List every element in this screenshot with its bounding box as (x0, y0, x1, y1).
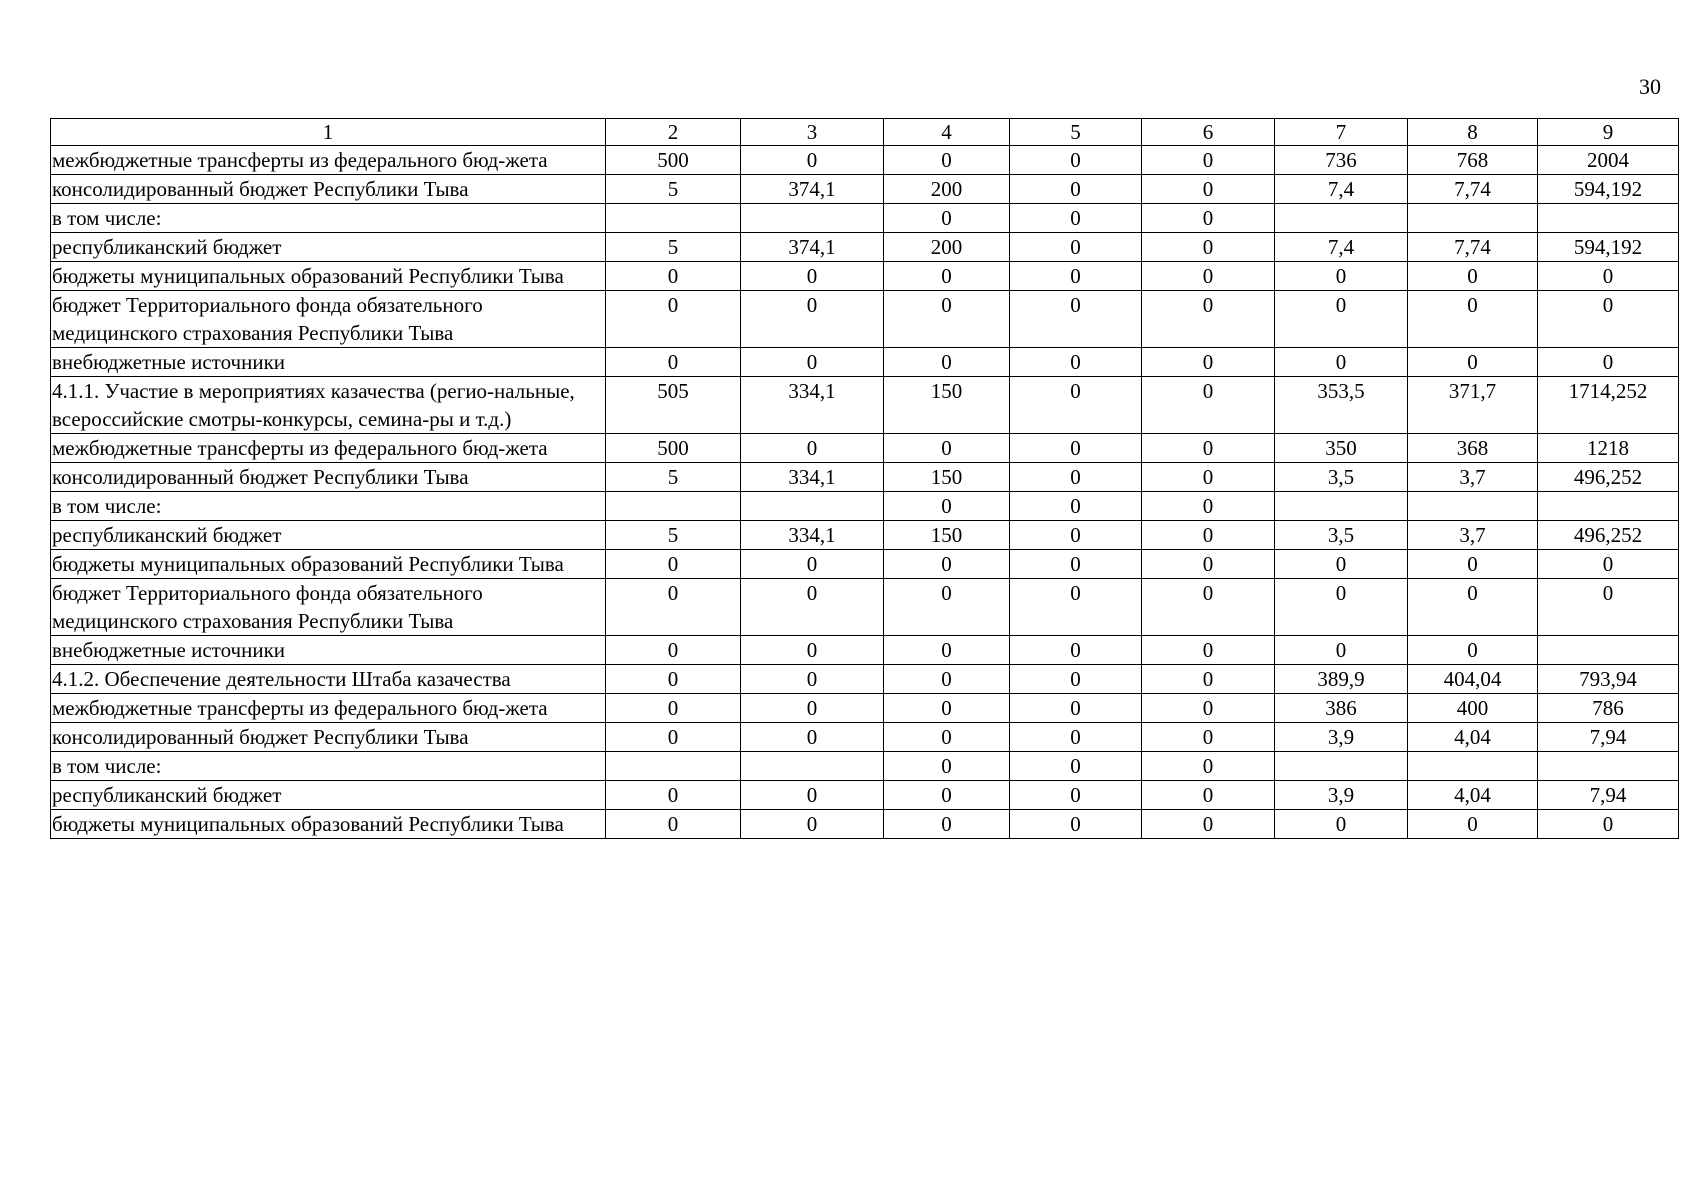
table-row (51, 463, 1679, 492)
value-cell-col-5: 0 (1010, 175, 1142, 204)
table-row (51, 434, 1679, 463)
value-cell-col-3: 0 (741, 810, 884, 839)
value-cell-col-3: 0 (741, 694, 884, 723)
value-cell-col-7: 7,4 (1275, 175, 1408, 204)
value-cell-col-8: 3,7 (1408, 463, 1538, 492)
row-label: консолидированный бюджет Республики Тыва (51, 463, 606, 492)
value-cell-col-8: 0 (1408, 291, 1538, 348)
value-cell-col-2 (606, 204, 741, 233)
row-label: в том числе: (51, 204, 606, 233)
value-cell-col-4: 0 (884, 694, 1010, 723)
header-cell-8: 8 (1408, 119, 1538, 146)
value-cell-col-2: 0 (606, 291, 741, 348)
value-cell-col-3: 374,1 (741, 175, 884, 204)
value-cell-col-6: 0 (1142, 348, 1275, 377)
row-label: бюджеты муниципальных образований Республики Тыва (51, 810, 606, 839)
value-cell-col-5: 0 (1010, 550, 1142, 579)
value-cell-col-9: 0 (1538, 550, 1679, 579)
value-cell-col-5: 0 (1010, 291, 1142, 348)
value-cell-col-5: 0 (1010, 146, 1142, 175)
value-cell-col-6: 0 (1142, 521, 1275, 550)
value-cell-col-6: 0 (1142, 463, 1275, 492)
value-cell-col-6: 0 (1142, 291, 1275, 348)
value-cell-col-5: 0 (1010, 434, 1142, 463)
value-cell-col-5: 0 (1010, 521, 1142, 550)
value-cell-col-8: 0 (1408, 348, 1538, 377)
value-cell-col-2 (606, 752, 741, 781)
value-cell-col-3: 0 (741, 579, 884, 636)
value-cell-col-7: 386 (1275, 694, 1408, 723)
table-row (51, 204, 1679, 233)
value-cell-col-9 (1538, 636, 1679, 665)
value-cell-col-9: 496,252 (1538, 463, 1679, 492)
value-cell-col-9: 594,192 (1538, 233, 1679, 262)
value-cell-col-2: 0 (606, 723, 741, 752)
value-cell-col-6: 0 (1142, 810, 1275, 839)
table-row (51, 521, 1679, 550)
value-cell-col-6: 0 (1142, 377, 1275, 434)
row-label: республиканский бюджет (51, 233, 606, 262)
value-cell-col-7 (1275, 752, 1408, 781)
value-cell-col-6: 0 (1142, 492, 1275, 521)
value-cell-col-9: 0 (1538, 291, 1679, 348)
value-cell-col-6: 0 (1142, 204, 1275, 233)
budget-table (50, 118, 1679, 839)
value-cell-col-2: 0 (606, 694, 741, 723)
value-cell-col-8 (1408, 204, 1538, 233)
table-row (51, 492, 1679, 521)
row-label: межбюджетные трансферты из федерального бюд-жета (51, 146, 606, 175)
value-cell-col-3: 0 (741, 636, 884, 665)
value-cell-col-5: 0 (1010, 262, 1142, 291)
value-cell-col-2: 0 (606, 781, 741, 810)
value-cell-col-3: 334,1 (741, 521, 884, 550)
value-cell-col-6: 0 (1142, 665, 1275, 694)
value-cell-col-9: 1218 (1538, 434, 1679, 463)
row-label: республиканский бюджет (51, 521, 606, 550)
row-label: в том числе: (51, 492, 606, 521)
row-label: 4.1.1. Участие в мероприятиях казачества (регио-нальные, всероссийские смотры-конкурсы, семина-ры и т.д.) (51, 377, 606, 434)
value-cell-col-8: 368 (1408, 434, 1538, 463)
value-cell-col-2: 500 (606, 146, 741, 175)
value-cell-col-4: 0 (884, 579, 1010, 636)
row-label: внебюджетные источники (51, 348, 606, 377)
value-cell-col-4: 200 (884, 175, 1010, 204)
value-cell-col-4: 0 (884, 723, 1010, 752)
row-label: бюджеты муниципальных образований Республики Тыва (51, 550, 606, 579)
table-header-row (51, 119, 1679, 146)
value-cell-col-5: 0 (1010, 579, 1142, 636)
value-cell-col-2: 0 (606, 550, 741, 579)
value-cell-col-4: 0 (884, 146, 1010, 175)
value-cell-col-3: 0 (741, 262, 884, 291)
value-cell-col-9: 7,94 (1538, 723, 1679, 752)
value-cell-col-7 (1275, 492, 1408, 521)
table-row (51, 723, 1679, 752)
value-cell-col-4: 0 (884, 550, 1010, 579)
value-cell-col-7: 0 (1275, 262, 1408, 291)
table-row (51, 781, 1679, 810)
value-cell-col-9 (1538, 204, 1679, 233)
value-cell-col-9: 0 (1538, 810, 1679, 839)
value-cell-col-9: 0 (1538, 262, 1679, 291)
value-cell-col-5: 0 (1010, 348, 1142, 377)
row-label: бюджеты муниципальных образований Республики Тыва (51, 262, 606, 291)
value-cell-col-4: 150 (884, 463, 1010, 492)
value-cell-col-4: 0 (884, 492, 1010, 521)
value-cell-col-7: 0 (1275, 810, 1408, 839)
table-row (51, 348, 1679, 377)
row-label: консолидированный бюджет Республики Тыва (51, 175, 606, 204)
value-cell-col-2: 500 (606, 434, 741, 463)
value-cell-col-6: 0 (1142, 579, 1275, 636)
value-cell-col-2: 5 (606, 521, 741, 550)
value-cell-col-9: 496,252 (1538, 521, 1679, 550)
value-cell-col-2: 0 (606, 636, 741, 665)
value-cell-col-7 (1275, 204, 1408, 233)
value-cell-col-5: 0 (1010, 204, 1142, 233)
value-cell-col-7: 736 (1275, 146, 1408, 175)
value-cell-col-4: 0 (884, 810, 1010, 839)
page-number: 30 (1639, 74, 1661, 99)
value-cell-col-3: 0 (741, 550, 884, 579)
row-label: межбюджетные трансферты из федерального бюд-жета (51, 434, 606, 463)
table-row (51, 550, 1679, 579)
value-cell-col-5: 0 (1010, 636, 1142, 665)
value-cell-col-2: 0 (606, 262, 741, 291)
row-label: бюджет Территориального фонда обязательного медицинского страхования Республики Тыва (51, 291, 606, 348)
table-row (51, 291, 1679, 348)
value-cell-col-3: 0 (741, 723, 884, 752)
value-cell-col-4: 200 (884, 233, 1010, 262)
row-label: внебюджетные источники (51, 636, 606, 665)
value-cell-col-3: 0 (741, 291, 884, 348)
table-row (51, 636, 1679, 665)
value-cell-col-7: 0 (1275, 579, 1408, 636)
table-row (51, 233, 1679, 262)
value-cell-col-8: 7,74 (1408, 175, 1538, 204)
value-cell-col-4: 0 (884, 752, 1010, 781)
value-cell-col-2: 0 (606, 348, 741, 377)
value-cell-col-6: 0 (1142, 146, 1275, 175)
value-cell-col-8 (1408, 492, 1538, 521)
row-label: консолидированный бюджет Республики Тыва (51, 723, 606, 752)
value-cell-col-9: 1714,252 (1538, 377, 1679, 434)
value-cell-col-6: 0 (1142, 752, 1275, 781)
value-cell-col-8: 0 (1408, 579, 1538, 636)
table-row (51, 377, 1679, 434)
header-cell-5: 5 (1010, 119, 1142, 146)
value-cell-col-7: 353,5 (1275, 377, 1408, 434)
value-cell-col-6: 0 (1142, 636, 1275, 665)
table-body (51, 119, 1679, 839)
value-cell-col-2: 0 (606, 810, 741, 839)
value-cell-col-7: 350 (1275, 434, 1408, 463)
value-cell-col-7: 389,9 (1275, 665, 1408, 694)
value-cell-col-5: 0 (1010, 810, 1142, 839)
value-cell-col-4: 150 (884, 521, 1010, 550)
value-cell-col-5: 0 (1010, 752, 1142, 781)
header-cell-3: 3 (741, 119, 884, 146)
value-cell-col-3 (741, 492, 884, 521)
row-label: бюджет Территориального фонда обязательного медицинского страхования Республики Тыва (51, 579, 606, 636)
row-label: республиканский бюджет (51, 781, 606, 810)
value-cell-col-8: 0 (1408, 550, 1538, 579)
table-row (51, 752, 1679, 781)
value-cell-col-5: 0 (1010, 665, 1142, 694)
value-cell-col-5: 0 (1010, 694, 1142, 723)
value-cell-col-9: 786 (1538, 694, 1679, 723)
value-cell-col-8: 4,04 (1408, 781, 1538, 810)
value-cell-col-7: 3,9 (1275, 723, 1408, 752)
value-cell-col-9: 2004 (1538, 146, 1679, 175)
value-cell-col-8: 400 (1408, 694, 1538, 723)
value-cell-col-7: 7,4 (1275, 233, 1408, 262)
value-cell-col-6: 0 (1142, 694, 1275, 723)
value-cell-col-8: 0 (1408, 262, 1538, 291)
value-cell-col-3: 0 (741, 781, 884, 810)
table-row (51, 146, 1679, 175)
value-cell-col-7: 0 (1275, 550, 1408, 579)
header-cell-6: 6 (1142, 119, 1275, 146)
header-cell-4: 4 (884, 119, 1010, 146)
table-row (51, 579, 1679, 636)
table-row (51, 262, 1679, 291)
value-cell-col-9: 0 (1538, 348, 1679, 377)
value-cell-col-4: 0 (884, 781, 1010, 810)
value-cell-col-5: 0 (1010, 233, 1142, 262)
value-cell-col-9: 793,94 (1538, 665, 1679, 694)
value-cell-col-5: 0 (1010, 492, 1142, 521)
value-cell-col-4: 0 (884, 636, 1010, 665)
value-cell-col-6: 0 (1142, 175, 1275, 204)
value-cell-col-9: 0 (1538, 579, 1679, 636)
value-cell-col-7: 3,5 (1275, 463, 1408, 492)
value-cell-col-8: 3,7 (1408, 521, 1538, 550)
value-cell-col-6: 0 (1142, 550, 1275, 579)
table-row (51, 694, 1679, 723)
value-cell-col-2 (606, 492, 741, 521)
value-cell-col-3 (741, 204, 884, 233)
value-cell-col-3: 334,1 (741, 377, 884, 434)
value-cell-col-5: 0 (1010, 723, 1142, 752)
header-cell-7: 7 (1275, 119, 1408, 146)
value-cell-col-3: 0 (741, 434, 884, 463)
table-row (51, 175, 1679, 204)
table-row (51, 665, 1679, 694)
value-cell-col-6: 0 (1142, 262, 1275, 291)
value-cell-col-5: 0 (1010, 463, 1142, 492)
value-cell-col-6: 0 (1142, 434, 1275, 463)
value-cell-col-9: 594,192 (1538, 175, 1679, 204)
value-cell-col-7: 0 (1275, 348, 1408, 377)
value-cell-col-2: 0 (606, 665, 741, 694)
value-cell-col-3: 374,1 (741, 233, 884, 262)
header-cell-2: 2 (606, 119, 741, 146)
value-cell-col-6: 0 (1142, 781, 1275, 810)
value-cell-col-9 (1538, 492, 1679, 521)
value-cell-col-7: 0 (1275, 291, 1408, 348)
value-cell-col-8: 7,74 (1408, 233, 1538, 262)
value-cell-col-2: 5 (606, 233, 741, 262)
value-cell-col-3: 0 (741, 146, 884, 175)
row-label: 4.1.2. Обеспечение деятельности Штаба казачества (51, 665, 606, 694)
value-cell-col-3: 0 (741, 665, 884, 694)
value-cell-col-3: 0 (741, 348, 884, 377)
value-cell-col-4: 0 (884, 665, 1010, 694)
header-cell-9: 9 (1538, 119, 1679, 146)
row-label: межбюджетные трансферты из федерального бюд-жета (51, 694, 606, 723)
value-cell-col-2: 505 (606, 377, 741, 434)
value-cell-col-2: 5 (606, 175, 741, 204)
value-cell-col-4: 0 (884, 204, 1010, 233)
value-cell-col-3: 334,1 (741, 463, 884, 492)
value-cell-col-9: 7,94 (1538, 781, 1679, 810)
value-cell-col-8: 768 (1408, 146, 1538, 175)
value-cell-col-8: 0 (1408, 636, 1538, 665)
value-cell-col-8: 404,04 (1408, 665, 1538, 694)
value-cell-col-8: 371,7 (1408, 377, 1538, 434)
value-cell-col-4: 0 (884, 348, 1010, 377)
value-cell-col-6: 0 (1142, 723, 1275, 752)
value-cell-col-2: 0 (606, 579, 741, 636)
value-cell-col-6: 0 (1142, 233, 1275, 262)
value-cell-col-4: 0 (884, 434, 1010, 463)
value-cell-col-5: 0 (1010, 377, 1142, 434)
value-cell-col-8: 4,04 (1408, 723, 1538, 752)
value-cell-col-4: 150 (884, 377, 1010, 434)
value-cell-col-7: 3,5 (1275, 521, 1408, 550)
value-cell-col-2: 5 (606, 463, 741, 492)
value-cell-col-3 (741, 752, 884, 781)
value-cell-col-9 (1538, 752, 1679, 781)
value-cell-col-4: 0 (884, 291, 1010, 348)
value-cell-col-8: 0 (1408, 810, 1538, 839)
value-cell-col-7: 0 (1275, 636, 1408, 665)
table-row (51, 810, 1679, 839)
value-cell-col-5: 0 (1010, 781, 1142, 810)
value-cell-col-7: 3,9 (1275, 781, 1408, 810)
value-cell-col-8 (1408, 752, 1538, 781)
value-cell-col-4: 0 (884, 262, 1010, 291)
header-cell-1: 1 (51, 119, 606, 146)
row-label: в том числе: (51, 752, 606, 781)
